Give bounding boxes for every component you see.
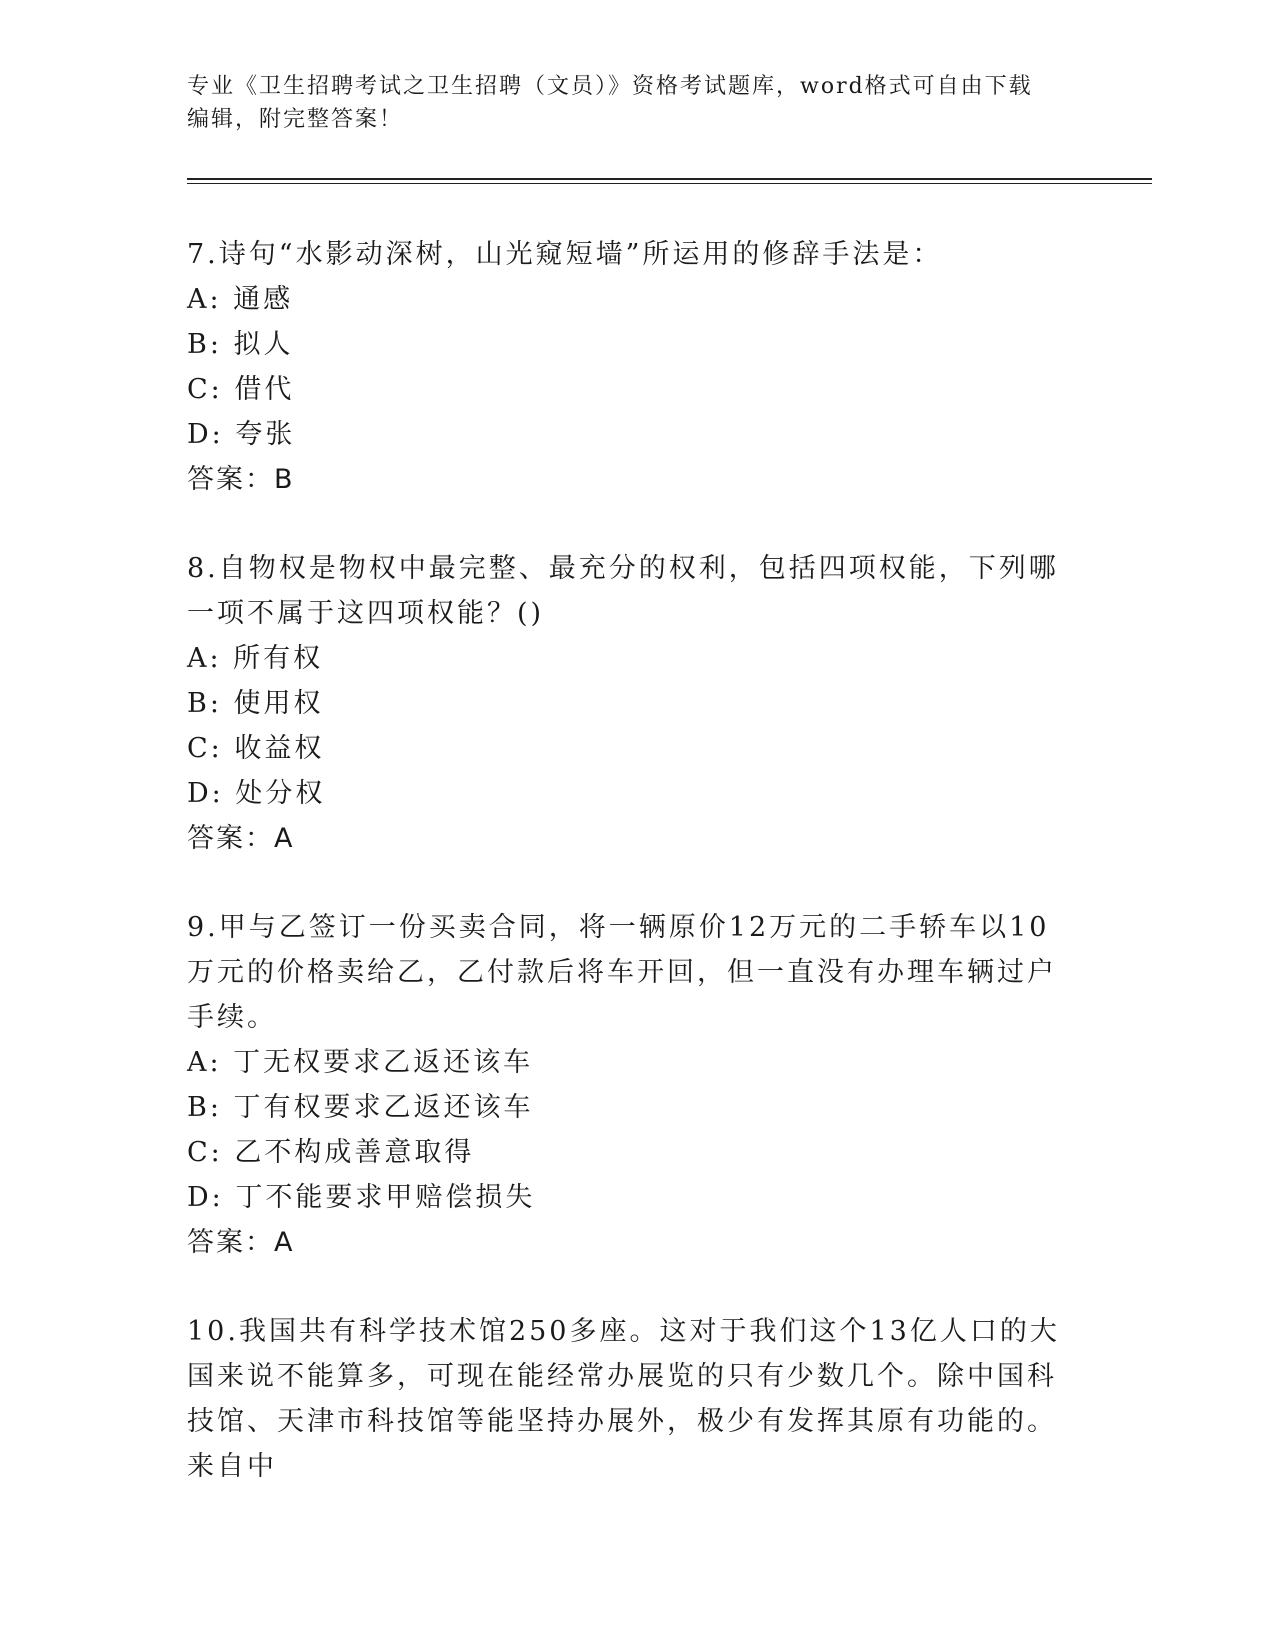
question-stem: 8.自物权是物权中最完整、最充分的权利，包括四项权能，下列哪一项不属于这四项权能？() bbox=[187, 553, 1059, 629]
answer-label: 答案：A bbox=[187, 823, 295, 854]
header-divider-thin bbox=[187, 183, 1152, 184]
option-b: B: 丁有权要求乙返还该车 bbox=[187, 1092, 534, 1123]
option-c: C: 借代 bbox=[187, 374, 295, 405]
option-c: C: 乙不构成善意取得 bbox=[187, 1137, 475, 1168]
option-a: A: 通感 bbox=[187, 284, 294, 315]
option-d: D: 丁不能要求甲赔偿损失 bbox=[187, 1182, 536, 1213]
question-list bbox=[187, 232, 1067, 1533]
option-a: A: 丁无权要求乙返还该车 bbox=[187, 1047, 534, 1078]
header-line-1: 专业《卫生招聘考试之卫生招聘（文员）》资格考试题库，word格式可自由下载 bbox=[187, 74, 1033, 99]
option-d: D: 夸张 bbox=[187, 419, 296, 450]
option-d: D: 处分权 bbox=[187, 778, 326, 809]
document-header bbox=[187, 70, 1087, 136]
question-stem: 10.我国共有科学技术馆250多座。这对于我们这个13亿人口的大国来说不能算多，可现在能经常办展览的只有少数几个。除中国科技馆、天津市科技馆等能坚持办展外，极少有发挥其原有功能的。来自中 bbox=[187, 1316, 1060, 1482]
question-stem: 9.甲与乙签订一份买卖合同，将一辆原价12万元的二手轿车以10万元的价格卖给乙，乙付款后将车开回，但一直没有办理车辆过户手续。 bbox=[187, 912, 1057, 1033]
question-8 bbox=[187, 546, 1067, 861]
option-b: B: 使用权 bbox=[187, 688, 324, 719]
question-10 bbox=[187, 1309, 1067, 1489]
question-7 bbox=[187, 232, 1067, 502]
option-c: C: 收益权 bbox=[187, 733, 325, 764]
header-divider-thick bbox=[187, 178, 1152, 180]
option-b: B: 拟人 bbox=[187, 329, 294, 360]
question-stem: 7.诗句“水影动深树，山光窥短墙”所运用的修辞手法是： bbox=[187, 239, 943, 270]
option-a: A: 所有权 bbox=[187, 643, 324, 674]
header-line-2: 编辑，附完整答案！ bbox=[187, 107, 404, 132]
answer-label: 答案：B bbox=[187, 464, 295, 495]
answer-label: 答案：A bbox=[187, 1227, 295, 1258]
question-9 bbox=[187, 905, 1067, 1265]
